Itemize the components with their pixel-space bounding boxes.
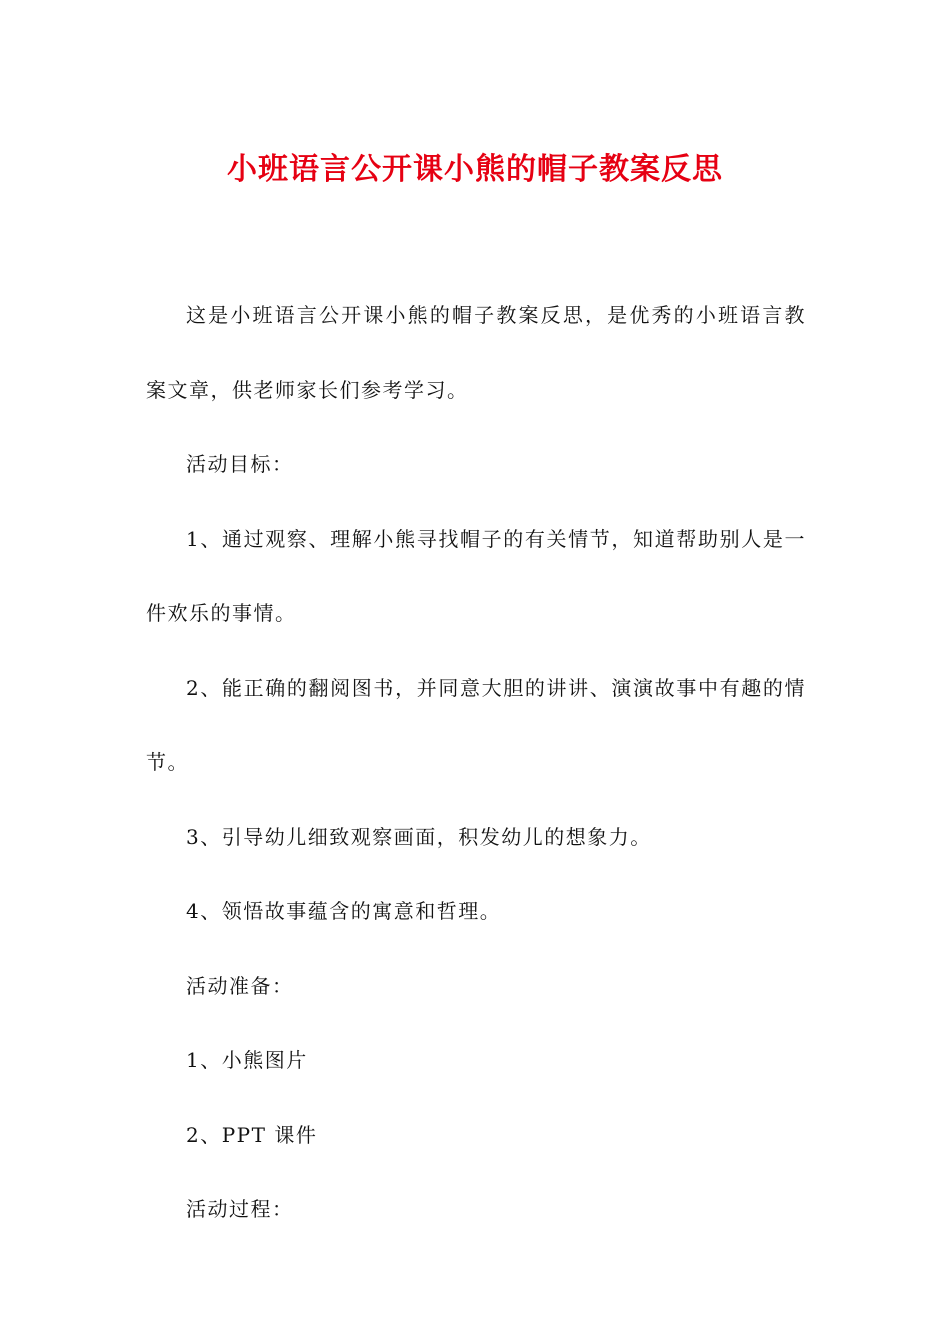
goal-item-4: 4、领悟故事蕴含的寓意和哲理。 [186,899,502,923]
goal-item-2: 2、能正确的翻阅图书，并同意大胆的讲讲、演演故事中有趣的情节。 [146,675,806,774]
goal-item-1: 1、通过观察、理解小熊寻找帽子的有关情节，知道帮助别人是一件欢乐的事情。 [146,526,806,625]
section-heading-preparation: 活动准备： [186,973,294,998]
document-body [146,278,806,1247]
intro-paragraph: 这是小班语言公开课小熊的帽子教案反思，是优秀的小班语言教案文章，供老师家长们参考学习。 [146,303,806,402]
preparation-item-1: 1、小熊图片 [186,1048,308,1072]
section-heading-process: 活动过程： [186,1197,294,1221]
goal-item-3: 3、引导幼儿细致观察画面，积发幼儿的想象力。 [186,824,652,849]
section-heading-goals: 活动目标： [186,452,294,476]
preparation-item-2: 2、PPT 课件 [186,1122,318,1147]
document-title: 小班语言公开课小熊的帽子教案反思 [227,152,723,187]
